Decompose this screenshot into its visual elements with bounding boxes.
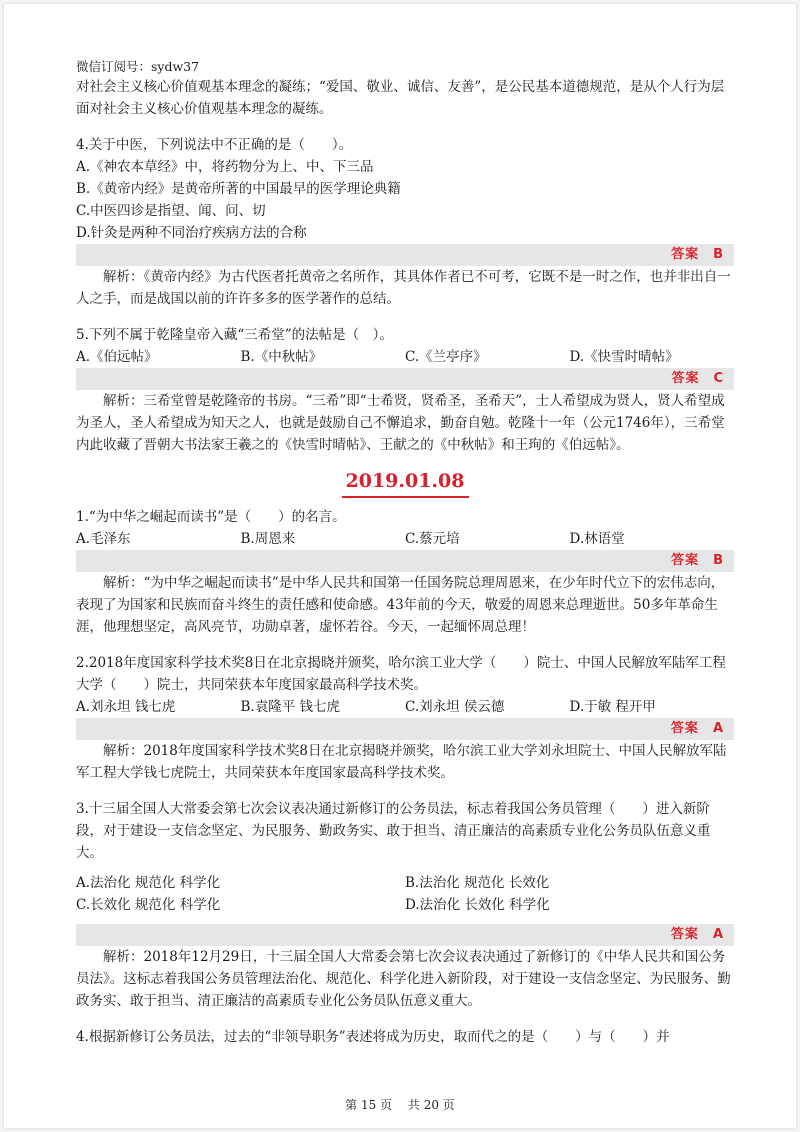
page-total: 共 20 页: [407, 1098, 455, 1112]
answer-value: B: [713, 553, 724, 568]
analysis-text: 解析：2018年度国家科学技术奖8日在北京揭晓并颁奖，哈尔滨工业大学刘永坦院士、中国人民解放军陆军工程大学钱七虎院士，共同荣获本年度国家最高科学技术奖。: [76, 743, 727, 781]
options-row: [76, 346, 734, 368]
answer-bar: [76, 368, 734, 390]
page-number: 第 15 页: [345, 1098, 393, 1112]
page-footer: [4, 1096, 796, 1113]
question-text: 4.关于中医，下列说法中不正确的是（ ）。: [76, 137, 353, 153]
answer-label: 答案: [671, 247, 700, 262]
date-heading: [76, 468, 734, 498]
option-b: B.袁隆平 钱七虎: [240, 699, 341, 715]
options-row: [76, 528, 734, 550]
option-a: A.法治化 规范化 科学化: [76, 875, 221, 891]
option-a: A.毛泽东: [76, 531, 131, 547]
answer-label: 答案: [671, 553, 700, 568]
option-c: C.长效化 规范化 科学化: [76, 897, 221, 913]
question-block-s2-q4: [76, 1026, 734, 1048]
option-c: C.中医四诊是指望、闻、问、切: [76, 203, 266, 219]
option-a: A.刘永坦 钱七虎: [76, 699, 176, 715]
option-d: D.《快雪时晴帖》: [569, 349, 679, 365]
analysis-text: 解析：三希堂曾是乾隆帝的书房。“三希”即“士希贤，贤希圣，圣希天”，士人希望成为贤人，贤人希望成为圣人，圣人希望成为知天之人，也就是鼓励自己不懈追求，勤奋自勉。乾隆十一年（公元1746年），三希堂内此收藏了晋朝大书法家王羲之的《快雪时晴帖》、王献之的《中秋帖》和王珣的《伯远帖》。: [76, 393, 725, 453]
option-a: A.《伯远帖》: [76, 349, 158, 365]
question-block-s2-q1: [76, 506, 734, 638]
header-note: 微信订阅号：sydw37: [76, 59, 200, 74]
question-text: 2.2018年度国家科学技术奖8日在北京揭晓并颁奖，哈尔滨工业大学（ ）院士、中国人民解放军陆军工程大学（ ）院士，共同荣获本年度国家最高科学技术奖。: [76, 655, 726, 693]
question-block-s2-q2: [76, 652, 734, 784]
page-content: [76, 58, 734, 1048]
question-text: 5.下列不属于乾隆皇帝入藏“三希堂”的法帖是（ ）。: [76, 327, 393, 343]
option-c: C.刘永坦 侯云德: [405, 699, 505, 715]
option-b: B.周恩来: [240, 531, 296, 547]
question-text: 1.“为中华之崛起而读书”是（ ）的名言。: [76, 509, 346, 525]
option-d: D.林语堂: [569, 531, 625, 547]
date-heading-text: 2019.01.08: [342, 468, 469, 498]
option-a: A.《神农本草经》中，将药物分为上、中、下三品: [76, 159, 374, 175]
question-block-s1-q5: [76, 324, 734, 456]
answer-value: A: [712, 927, 724, 942]
answer-label: 答案: [670, 927, 699, 942]
answer-value: A: [712, 721, 724, 736]
document-page: [4, 4, 796, 1128]
answer-bar: [76, 244, 734, 266]
answer-bar: [76, 550, 734, 572]
answer-label: 答案: [671, 371, 700, 386]
option-c: C.《兰亭序》: [405, 349, 487, 365]
answer-value: C: [713, 371, 724, 386]
question-text: 3.十三届全国人大常委会第七次会议表决通过新修订的公务员法，标志着我国公务员管理（ ）进入新阶段，对于建设一支信念坚定、为民服务、勤政务实、敢于担当、清正廉洁的高素质专业化公务员队伍意义重大。: [76, 801, 711, 861]
analysis-text: 解析：“为中华之崛起而读书”是中华人民共和国第一任国务院总理周恩来，在少年时代立下的宏伟志向，表现了为国家和民族而奋斗终生的责任感和使命感。43年前的今天，敬爱的周恩来总理逝世。50多年革命生涯，他理想坚定，高风亮节，功勋卓著，虚怀若谷。今天，一起缅怀周总理！: [76, 575, 725, 635]
answer-value: B: [713, 247, 724, 262]
intro-paragraph: 对社会主义核心价值观基本理念的凝练；“爱国、敬业、诚信、友善”，是公民基本道德规范，是从个人行为层面对社会主义核心价值观基本理念的凝练。: [76, 79, 725, 117]
option-c: C.蔡元培: [405, 531, 460, 547]
options-row-1: [76, 872, 734, 894]
options-row-2: [76, 894, 734, 916]
option-b: B.《中秋帖》: [240, 349, 323, 365]
question-block-s2-q3: [76, 798, 734, 1012]
option-d: D.于敏 程开甲: [569, 699, 656, 715]
analysis-text: 解析：2018年12月29日，十三届全国人大常委会第七次会议表决通过了新修订的《中华人民共和国公务员法》。这标志着我国公务员管理法治化、规范化、科学化进入新阶段，对于建设一支信念坚定、为民服务、勤政务实、敢于担当、清正廉洁的高素质专业化公务员队伍意义重大。: [76, 949, 731, 1009]
option-b: B.法治化 规范化 长效化: [405, 875, 550, 891]
question-block-s1-q4: [76, 134, 734, 310]
question-text: 4.根据新修订公务员法，过去的“非领导职务”表述将成为历史，取而代之的是（ ）与（ ）并: [76, 1029, 670, 1045]
answer-bar: [76, 924, 734, 946]
option-d: D.法治化 长效化 科学化: [405, 897, 550, 913]
answer-bar: [76, 718, 734, 740]
answer-label: 答案: [670, 721, 699, 736]
analysis-text: 解析：《黄帝内经》为古代医者托黄帝之名所作，其具体作者已不可考，它既不是一时之作，也并非出自一人之手，而是战国以前的许许多多的医学著作的总结。: [76, 269, 731, 307]
options-row: [76, 696, 734, 718]
option-b: B.《黄帝内经》是黄帝所著的中国最早的医学理论典籍: [76, 181, 401, 197]
option-d: D.针灸是两种不同治疗疾病方法的合称: [76, 225, 307, 241]
